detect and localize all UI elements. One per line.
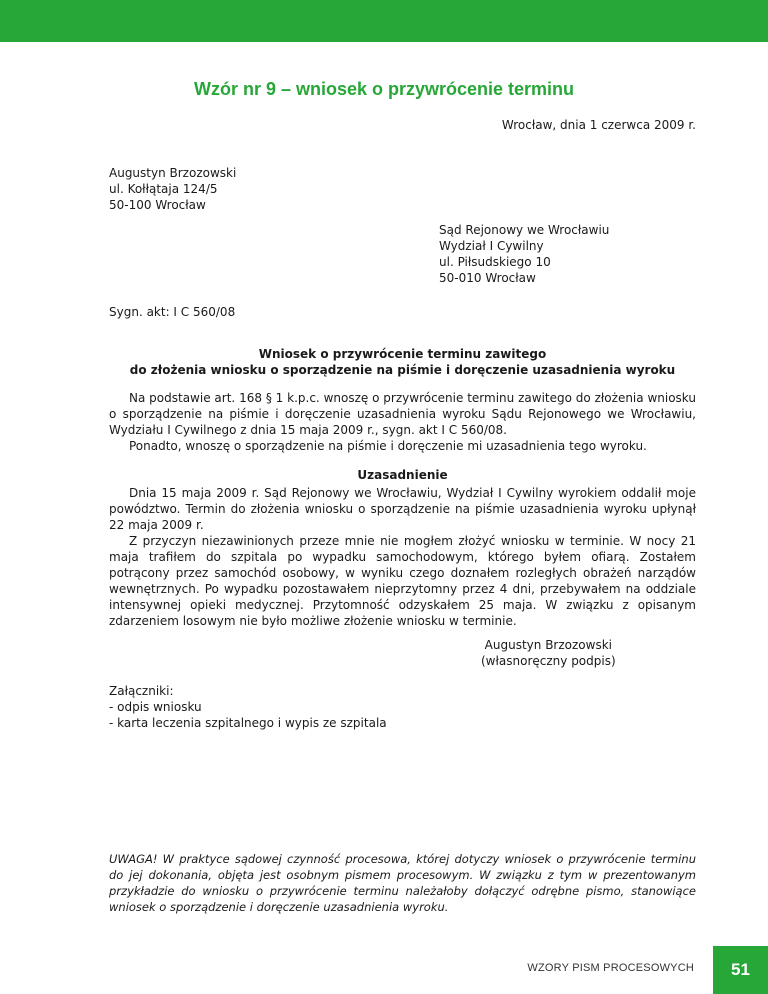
- document-heading: [109, 346, 696, 378]
- page-number: 51: [713, 946, 768, 994]
- sender-address: [109, 165, 236, 213]
- recipient-court: Sąd Rejonowy we Wrocławiu: [439, 223, 610, 237]
- document-heading-line1: Wniosek o przywrócenie terminu zawitego: [258, 347, 547, 361]
- sender-city: 50-100 Wrocław: [109, 198, 206, 212]
- justification-section: [109, 485, 696, 629]
- warning-note: UWAGA! W praktyce sądowej czynność procesowa, której dotyczy wniosek o przywrócenie terminu do jej dokonania, objęta jest osobnym pismem procesowym. W związku z tym w prezentowanym przykładzie do wniosku o przywrócenie terminu należałoby dołączyć odrębne pismo, stanowiące wniosek o sporządzenie i doręczenie uzasadnienia wyroku.: [109, 852, 696, 914]
- signature-name: Augustyn Brzozowski: [484, 638, 612, 652]
- attachment-item: - odpis wniosku: [109, 700, 202, 714]
- attachments-label: Załączniki:: [109, 684, 174, 698]
- sender-name: Augustyn Brzozowski: [109, 166, 237, 180]
- case-number: Sygn. akt: I C 560/08: [109, 305, 236, 319]
- recipient-division: Wydział I Cywilny: [439, 239, 544, 253]
- request-paragraph: Ponadto, wnoszę o sporządzenie na piśmie i doręczenie mi uzasadnienia tego wyroku.: [129, 439, 647, 453]
- request-section: [109, 390, 696, 454]
- footer-label: WZORY PISM PROCESOWYCH: [527, 962, 694, 974]
- justification-paragraph: Z przyczyn niezawinionych przeze mnie nie mogłem złożyć wniosku w terminie. W nocy 21 maja trafiłem do szpitala po wypadku samochodowym, którego byłem ofiarą. Zostałem potrącony przez samochód osobowy, w wyniku czego doznałem rozległych obrażeń narządów wewnętrznych. Po wypadku pozostawałem nieprzytomny przez 4 dni, przebywałem na oddziale intensywnej opieki medycznej. Przytomność odzyskałem 25 maja. W związku z opisanym zdarzeniem losowym nie było możliwe złożenie wniosku w terminie.: [109, 534, 696, 628]
- place-date: Wrocław, dnia 1 czerwca 2009 r.: [501, 118, 696, 132]
- signature-note: (własnoręczny podpis): [481, 654, 616, 668]
- attachment-item: - karta leczenia szpitalnego i wypis ze szpitala: [109, 716, 387, 730]
- attachments-list: [109, 683, 387, 731]
- signature-block: [481, 637, 616, 669]
- top-green-bar: [0, 0, 768, 42]
- recipient-street: ul. Piłsudskiego 10: [439, 255, 551, 269]
- request-paragraph: Na podstawie art. 168 § 1 k.p.c. wnoszę o przywrócenie terminu zawitego do złożenia wniosku o sporządzenie na piśmie i doręczenie uzasadnienia wyroku Sądu Rejonowego we Wrocławiu, Wydziału I Cywilnego z dnia 15 maja 2009 r., sygn. akt I C 560/08.: [109, 391, 696, 437]
- recipient-city: 50-010 Wrocław: [439, 271, 536, 285]
- page-title: Wzór nr 9 – wniosek o przywrócenie terminu: [193, 79, 575, 99]
- justification-paragraph: Dnia 15 maja 2009 r. Sąd Rejonowy we Wrocławiu, Wydział I Cywilny wyrokiem oddalił moje powództwo. Termin do złożenia wniosku o sporządzenie na piśmie uzasadnienia wyroku upłynął 22 maja 2009 r.: [109, 486, 696, 532]
- recipient-address: [439, 222, 609, 286]
- justification-heading: Uzasadnienie: [357, 468, 448, 482]
- sender-street: ul. Kołłątaja 124/5: [109, 182, 218, 196]
- document-heading-line2: do złożenia wniosku o sporządzenie na piśmie i doręczenie uzasadnienia wyroku: [129, 363, 676, 377]
